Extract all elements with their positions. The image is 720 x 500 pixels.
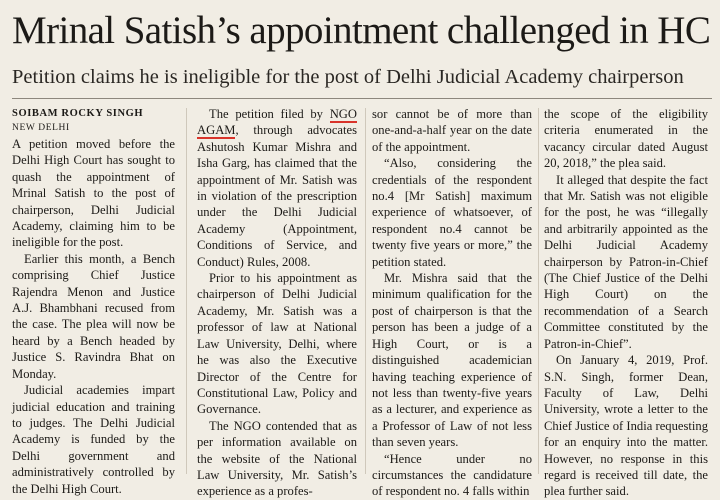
headline-rule <box>12 98 712 99</box>
paragraph-start: The petition filed by <box>209 107 330 121</box>
paragraph: Earlier this month, a Bench comprising Chief Justice Rajendra Menon and Justice A.J. Bhambhani recused from the case. The plea will now be heard by a Bench headed by Justice S. Ravindra Bhat on Monday. <box>12 251 175 381</box>
paragraph: A petition moved before the Delhi High Court has sought to quash the appointment of Mrinal Satish to the post of chairperson, Delhi Judicial Academy, claiming him to be ineligible for the post. <box>12 137 175 250</box>
dateline: NEW DELHI <box>12 123 70 133</box>
paragraph: The NGO contended that as per information available on the website of the National Law University, Mr. Satish’s experience as a profes- <box>197 418 357 499</box>
paragraph: Judicial academies impart judicial education and training to judges. The Delhi Judicial Academy is funded by the Delhi government and administratively controlled by the Delhi High Court. <box>12 383 175 496</box>
paragraph: Prior to his appointment as chairperson of Delhi Judicial Academy, Mr. Satish was a professor of law at National Law University, Delhi, where he was also the Executive Director of the Centre for Constitutional Law, Policy and Governance. <box>197 271 357 417</box>
column-divider <box>538 108 539 474</box>
paragraph: sor cannot be of more than one-and-a-half year on the date of the appointment. <box>372 107 532 154</box>
byline: SOIBAM ROCKY SINGH <box>12 108 144 119</box>
column-4 <box>544 106 708 499</box>
paragraph: It alleged that despite the fact that Mr. Satish was not eligible for the post, he was “illegally and arbitrarily appointed as the Delhi Judicial Academy chairperson by Patron-in-Chief (The Chief Justice of the Delhi High Court) on the recommendation of a Search Committee constituted by the Patron-in-Chief”. <box>544 172 708 351</box>
column-3 <box>372 106 532 499</box>
column-divider <box>365 108 366 474</box>
column-1 <box>12 106 175 496</box>
paragraph <box>197 106 357 270</box>
paragraph: the scope of the eligibility criteria enumerated in the vacancy circular dated August 20, 2018,” the plea said. <box>544 107 708 171</box>
subheadline: Petition claims he is ineligible for the post of Delhi Judicial Academy chairperson <box>12 66 684 88</box>
paragraph: “Hence under no circumstances the candidature of respondent no. 4 falls within <box>372 451 532 499</box>
column-2 <box>197 106 357 499</box>
paragraph: “Also, considering the credentials of the respondent no.4 [Mr Satish] maximum experience of whatsoever, of respondent no.4 cannot be twenty five years or more,” the petition stated. <box>372 156 532 269</box>
paragraph-end: , through advocates Ashutosh Kumar Mishra and Isha Garg, has claimed that the appointment of Mr. Satish was in violation of the prescription under the Delhi Judicial Academy (Appointment, Conditions of Service, and Conduct) Rules, 2008. <box>197 123 357 269</box>
ngo-name-underlined: NGO AGAM <box>197 107 357 138</box>
column-divider <box>186 108 187 474</box>
paragraph: Mr. Mishra said that the minimum qualification for the post of chairperson is that the person has been a judge of a High Court, or is a distinguished academician having teaching experience of not less than twenty-five years as a lecturer, and experience as a Professor of Law of not less than seven years. <box>372 271 532 450</box>
paragraph: On January 4, 2019, Prof. S.N. Singh, former Dean, Faculty of Law, Delhi University, wrote a letter to the Chief Justice of India requesting for an enquiry into the matter. However, no response in this regard is received till date, the plea further said. <box>544 353 708 499</box>
headline: Mrinal Satish’s appointment challenged in HC <box>12 9 711 52</box>
